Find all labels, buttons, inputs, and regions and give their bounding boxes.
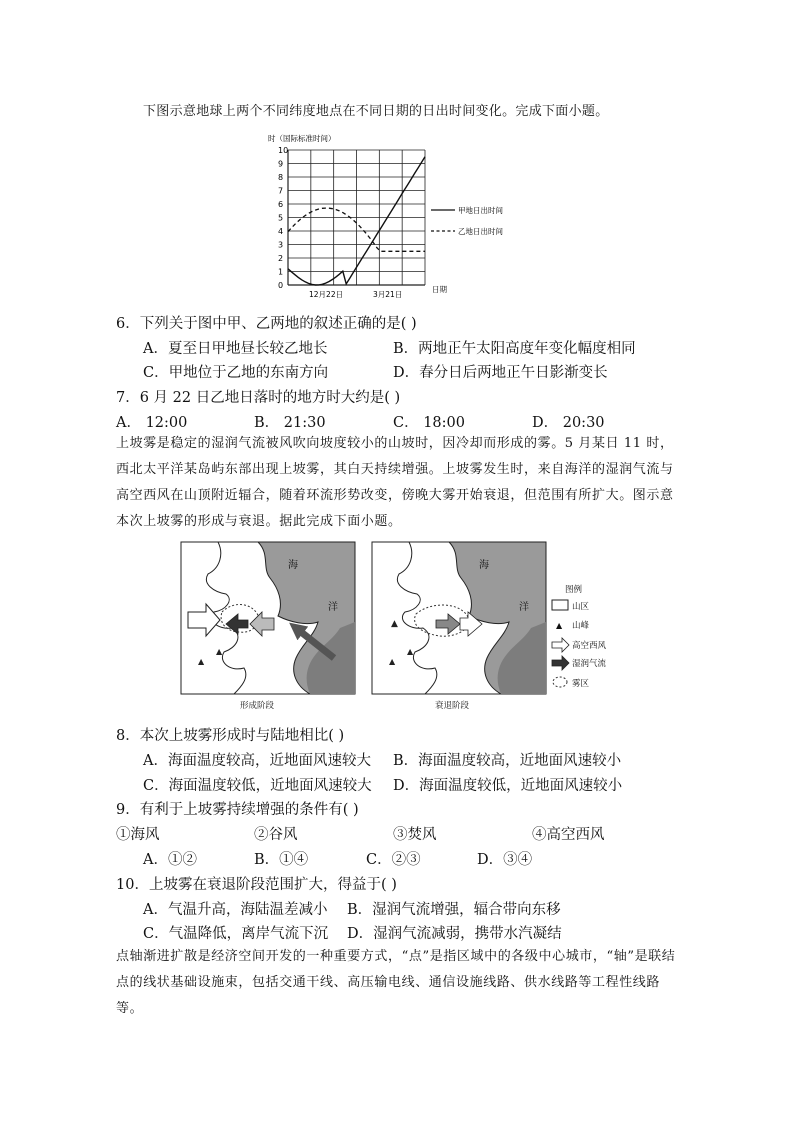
q9-item-1: ①海风 <box>116 827 160 843</box>
q7-option-d: D． 20:30 <box>532 415 605 431</box>
q7-option-b: B． 21:30 <box>254 415 326 431</box>
sunrise-chart <box>265 130 565 300</box>
q8-option-d: D．海面温度较低，近地面风速较小 <box>393 778 623 794</box>
q9-option-b: B．①④ <box>254 852 309 868</box>
ytick-label: 3 <box>278 240 284 250</box>
q6-stem: 6．下列关于图中甲、乙两地的叙述正确的是( ) <box>116 316 417 332</box>
legend-moist: 湿润气流 <box>572 659 607 669</box>
peak-icon: ▲ <box>407 647 414 656</box>
q9-item-4: ④高空西风 <box>532 827 605 843</box>
q6-option-b: B．两地正午太阳高度年变化幅度相同 <box>393 341 636 357</box>
moist-airflow-arrow-icon <box>552 656 569 670</box>
peak-icon: ▲ <box>216 647 223 656</box>
peak-icon: ▲ <box>389 657 396 666</box>
q10-option-c: C．气温降低，离岸气流下沉 <box>143 926 329 942</box>
q6-option-c: C．甲地位于乙地的东南方向 <box>143 365 329 381</box>
legend-title: 图例 <box>565 585 583 595</box>
q9-option-c: C．②③ <box>366 852 421 868</box>
q9-option-d: D．③④ <box>477 852 533 868</box>
q8-stem: 8．本次上坡雾形成时与陆地相比( ) <box>116 728 345 744</box>
q8-option-a: A．海面温度较高，近地面风速较大 <box>143 753 371 769</box>
intro-text: 下图示意地球上两个不同纬度地点在不同日期的日出时间变化。完成下面小题。 <box>143 104 609 119</box>
q7-option-a: A． 12:00 <box>116 415 188 431</box>
fog-maps-figure <box>178 540 634 712</box>
sea-label: 海 <box>479 560 489 571</box>
q8-option-c: C．海面温度较低，近地面风速较大 <box>143 778 372 794</box>
sea-label: 海 <box>288 560 298 571</box>
q9-stem: 9．有利于上坡雾持续增强的条件有( ) <box>116 802 359 818</box>
ytick-label: 5 <box>278 213 284 223</box>
q7-option-c: C． 18:00 <box>393 415 465 431</box>
q10-stem: 10．上坡雾在衰退阶段范围扩大，得益于( ) <box>116 877 397 893</box>
q10-option-a: A．气温升高，海陆温差减小 <box>143 902 328 918</box>
q10-option-d: D．湿润气流减弱，携带水汽凝结 <box>347 926 562 942</box>
map-decline-stage <box>372 542 546 711</box>
ytick-label: 1 <box>278 267 284 277</box>
q10-option-b: B．湿润气流增强，辐合带向东移 <box>347 902 561 918</box>
ytick-label: 8 <box>278 173 284 182</box>
legend-jia-label: 甲地日出时间 <box>458 206 503 215</box>
legend-westerly: 高空西风 <box>572 641 607 651</box>
xtick-mar21: 3月21日 <box>373 290 403 299</box>
ytick-label: 2 <box>278 254 284 263</box>
chart-ylabel: 时（国际标准时间） <box>268 134 336 143</box>
q7-stem: 7．6 月 22 日乙地日落时的地方时大约是( ) <box>116 390 401 406</box>
ytick-label: 9 <box>278 159 284 169</box>
peak-icon: ▲ <box>391 619 398 629</box>
map-legend <box>552 584 607 689</box>
caption-decline: 衰退阶段 <box>435 701 470 711</box>
ytick-label: 4 <box>278 227 284 236</box>
chart-xlabel: 日期 <box>432 285 447 294</box>
ytick-label: 6 <box>278 200 284 209</box>
legend-mountain: 山区 <box>572 602 590 612</box>
q9-option-a: A．①② <box>143 852 197 868</box>
map-formation-stage <box>181 542 355 711</box>
q8-option-b: B．海面温度较高，近地面风速较小 <box>393 753 622 769</box>
ytick-label: 0 <box>278 281 284 290</box>
ytick-label: 7 <box>278 186 284 196</box>
sea-label: 洋 <box>519 602 529 613</box>
chart-yticks <box>278 146 288 290</box>
legend-peak: 山峰 <box>572 621 590 631</box>
caption-formation: 形成阶段 <box>240 701 275 711</box>
legend-fog: 雾区 <box>572 679 590 689</box>
fog-area-icon <box>553 677 567 687</box>
xtick-dec22: 12月22日 <box>309 290 344 299</box>
q9-item-2: ②谷风 <box>254 827 298 843</box>
peak-icon: ▲ <box>198 657 205 666</box>
sea-label: 洋 <box>328 602 338 613</box>
passage-upslope-fog: 上坡雾是稳定的湿润气流被风吹向坡度较小的山坡时，因冷却而形成的雾。5 月某日 11 时，西北太平洋某岛屿东部出现上坡雾，其白天持续增强。上坡雾发生时，来自海洋的湿润气流与高空西风在山顶附近辐合，随着环流形势改变，傍晚大雾开始衰退，但范围有所扩大。图示意本次上坡雾的形成与衰退。据此完成下面小题。 <box>116 436 674 529</box>
ytick-label: 10 <box>278 146 289 155</box>
chart-grid <box>288 150 425 285</box>
q6-option-d: D．春分日后两地正午日影渐变长 <box>393 365 608 381</box>
q6-option-a: A．夏至日甲地昼长较乙地长 <box>143 341 328 357</box>
upper-westerly-arrow-icon <box>552 638 569 652</box>
passage-point-axis: 点轴渐进扩散是经济空间开发的一种重要方式，“点”是指区域中的各级中心城市，“轴”是联结点的线状基础设施束，包括交通干线、高压输电线、通信设施线路、供水线路等工程性线路等。 <box>116 949 676 1016</box>
legend-yi-label: 乙地日出时间 <box>458 227 503 236</box>
mountain-area-icon <box>552 600 568 610</box>
peak-icon: ▲ <box>556 621 563 630</box>
q9-item-3: ③焚风 <box>393 827 437 843</box>
